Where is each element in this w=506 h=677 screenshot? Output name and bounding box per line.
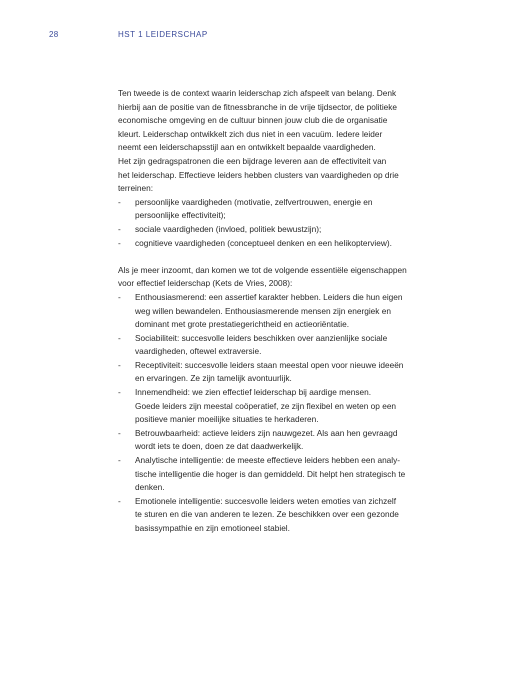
text-line: kleurt. Leiderschap ontwikkelt zich dus niet in een vacuüm. Iedere leider [118,128,383,139]
list-item-text [135,332,468,359]
list-item [118,454,468,495]
bullet-dash: - [118,223,121,234]
body-text [118,87,468,536]
text-line: vaardigheden, oftewel extraversie. [135,346,262,357]
bullet-dash: - [118,332,121,343]
paragraph-context [118,87,468,196]
text-line: Emotionele intelligentie: succesvolle leiders weten emoties van zichzelf [135,495,397,506]
text-line: terreinen: [118,183,154,194]
page-number: 28 [49,30,59,39]
list-item [118,359,468,386]
text-line: Enthousiasmerend: een assertief karakter hebben. Leiders die hun eigen [135,291,403,302]
list-item [118,223,468,237]
text-line: wordt iets te doen, doen ze dat daadwerkelijk. [135,441,304,452]
text-line: tische intelligentie die hoger is dan gemiddeld. Dit helpt hen strategisch te [135,468,406,479]
bullet-dash: - [118,237,121,248]
text-line: weg willen bewandelen. Enthousiasmerende mensen zijn energiek en [135,305,391,316]
bullet-dash: - [118,291,121,302]
text-line: hierbij aan de positie van de fitnessbranche in de vrije tijdsector, de politieke [118,101,398,112]
text-line: Ten tweede is de context waarin leiderschap zich afspeelt van belang. Denk [118,88,397,98]
list-item [118,196,468,223]
text-line: Als je meer inzoomt, dan komen we tot de volgende essentiële eigenschappen [118,264,407,275]
running-head: HST 1 LEIDERSCHAP [118,30,208,39]
bullet-dash: - [118,359,121,370]
text-line: denken. [135,482,165,493]
text-line: en ervaringen. Ze zijn tamelijk avontuurlijk. [135,373,292,384]
text-line: dominant met grote prestatiegerichtheid en actieoriëntatie. [135,319,350,330]
text-line: economische omgeving en de cultuur binnen jouw club die de organisatie [118,115,388,126]
text-line: sociale vaardigheden (invloed, politiek bewustzijn); [135,223,322,234]
list-item [118,427,468,454]
text-line: Sociabiliteit: succesvolle leiders beschikken over aanzienlijke sociale [135,332,388,343]
list-item-text [135,291,468,332]
text-line: persoonlijke vaardigheden (motivatie, zelfvertrouwen, energie en [135,196,373,207]
text-line: Betrouwbaarheid: actieve leiders zijn nauwgezet. Als aan hen gevraagd [135,427,398,438]
list-item-text [135,427,468,454]
bullet-dash: - [118,387,121,398]
list-item-text [135,386,468,427]
list-item-text [135,223,468,237]
text-line: Innemendheid: we zien effectief leiderschap bij aardige mensen. [135,387,371,398]
bullet-dash: - [118,455,121,466]
text-line: persoonlijke effectiviteit); [135,210,226,221]
list-item-text [135,359,468,386]
text-line: Analytische intelligentie: de meeste effectieve leiders hebben een analy- [135,455,401,466]
text-line: Goede leiders zijn meestal coöperatief, ze zijn flexibel en weten op een [135,400,397,411]
skills-list [118,196,468,250]
text-line: voor effectief leiderschap (Kets de Vries, 2008): [118,278,293,289]
text-line: het leiderschap. Effectieve leiders hebben clusters van vaardigheden op drie [118,169,399,180]
list-item-text [135,237,468,251]
text-line: te sturen en die van anderen te lezen. Ze beschikken over een gezonde [135,509,399,520]
text-line: basissympathie en zijn emotioneel stabiel. [135,523,290,533]
list-item [118,237,468,251]
text-line: Het zijn gedragspatronen die een bijdrage leveren aan de effectiviteit van [118,155,387,166]
text-line: Receptiviteit: succesvolle leiders staan meestal open voor nieuwe ideeën [135,359,404,370]
list-item-text [135,495,468,536]
list-item [118,332,468,359]
text-line: cognitieve vaardigheden (conceptueel denken en een helikopterview). [135,237,392,248]
bullet-dash: - [118,427,121,438]
paragraph-gap [118,250,468,264]
list-item [118,386,468,427]
list-item-text [135,196,468,223]
list-item [118,291,468,332]
bullet-dash: - [118,495,121,506]
bullet-dash: - [118,196,121,207]
text-line: neemt een leiderschapsstijl aan en ontwikkelt bepaalde vaardigheden. [118,142,376,153]
paragraph-traits-intro [118,264,468,291]
traits-list [118,291,468,536]
list-item-text [135,454,468,495]
text-line: positieve manier moeilijke situaties te herkaderen. [135,414,319,425]
list-item [118,495,468,536]
